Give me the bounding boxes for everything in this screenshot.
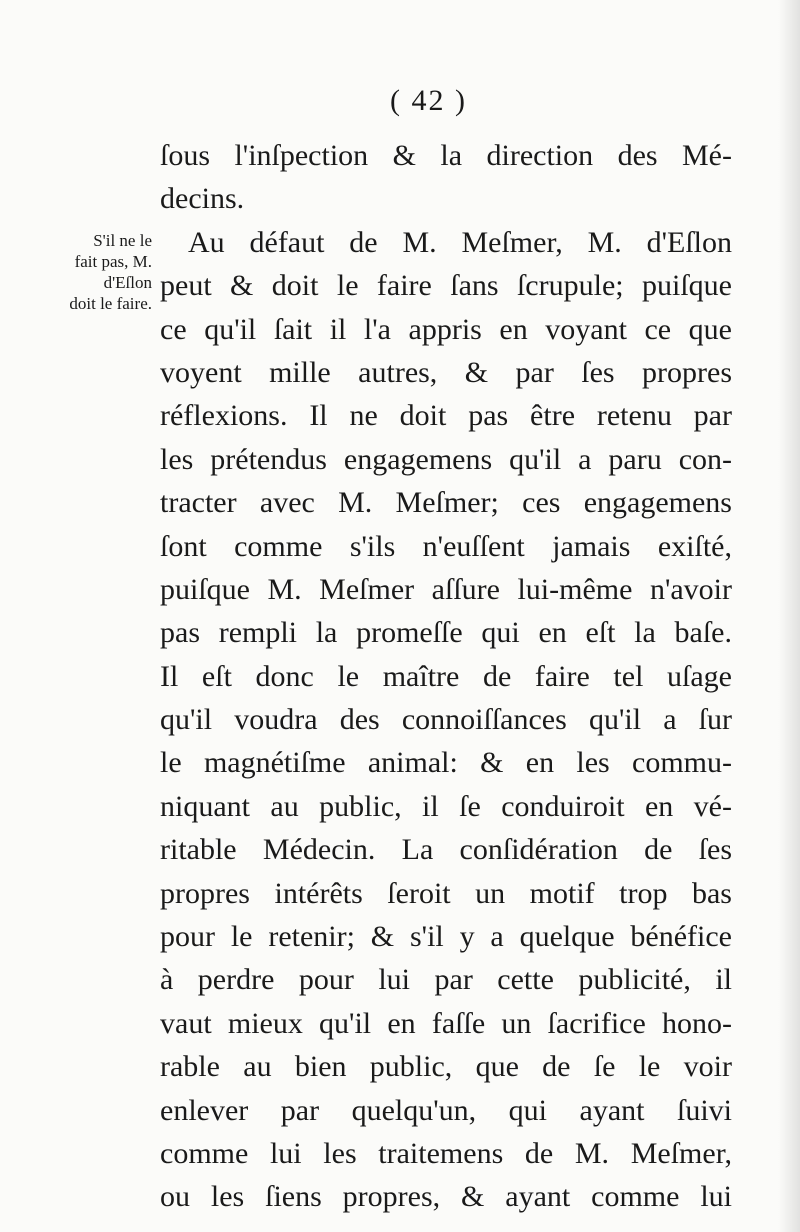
text-line: peut & doit le faire ſans ſcrupule; puiſque <box>160 269 732 303</box>
text-line: ſont comme s'ils n'euſſent jamais exiſté, <box>160 529 732 563</box>
text-line: comme lui les traitemens de M. Meſmer, <box>160 1136 732 1170</box>
text-line: les prétendus engagemens qu'il a paru con- <box>160 442 732 476</box>
text-line: propres intérêts ſeroit un motif trop bas <box>160 876 732 910</box>
text-line: ce qu'il ſait il l'a appris en voyant ce que <box>160 312 732 346</box>
margin-note-line: S'il ne le <box>93 231 152 250</box>
margin-note-line: doit le faire. <box>69 294 152 313</box>
text-line: pour le retenir; & s'il y a quelque bénéfice <box>160 920 732 954</box>
text-line: rable au bien public, que de ſe le voir <box>160 1050 732 1084</box>
text-line: ou les ſiens propres, & ayant comme lui <box>160 1180 732 1214</box>
text-line: enlever par quelqu'un, qui ayant ſuivi <box>160 1093 732 1127</box>
text-line: voyent mille autres, & par ſes propres <box>160 355 732 389</box>
text-line: niquant au public, il ſe conduiroit en vé- <box>160 789 732 823</box>
text-line: tracter avec M. Meſmer; ces engagemens <box>160 486 732 520</box>
text-line: ſous l'inſpection & la direction des Mé- <box>160 139 732 172</box>
text-line: decins. <box>160 182 245 216</box>
text-line: qu'il voudra des connoiſſances qu'il a ſur <box>160 703 732 737</box>
text-line: le magnétiſme animal: & en les commu- <box>160 746 732 780</box>
text-line: Au défaut de M. Meſmer, M. d'Eſlon <box>188 225 732 259</box>
page-edge-shadow <box>778 0 800 1232</box>
text-line: à perdre pour lui par cette publicité, il <box>160 963 732 997</box>
page-number: ( 42 ) <box>390 84 467 117</box>
margin-note <box>40 230 152 314</box>
text-line: puiſque M. Meſmer aſſure lui-même n'avoir <box>160 572 732 606</box>
text-line: pas rempli la promeſſe qui en eſt la baſe. <box>160 616 732 650</box>
margin-note-line: d'Eſlon <box>103 273 152 292</box>
text-line: réflexions. Il ne doit pas être retenu par <box>160 399 732 433</box>
margin-note-line: fait pas, M. <box>74 252 152 271</box>
text-line: ritable Médecin. La conſidération de ſes <box>160 833 732 867</box>
body-text <box>160 134 732 1219</box>
text-line: vaut mieux qu'il en faſſe un ſacrifice hono- <box>160 1006 732 1040</box>
text-line: Il eſt donc le maître de faire tel uſage <box>160 659 732 693</box>
